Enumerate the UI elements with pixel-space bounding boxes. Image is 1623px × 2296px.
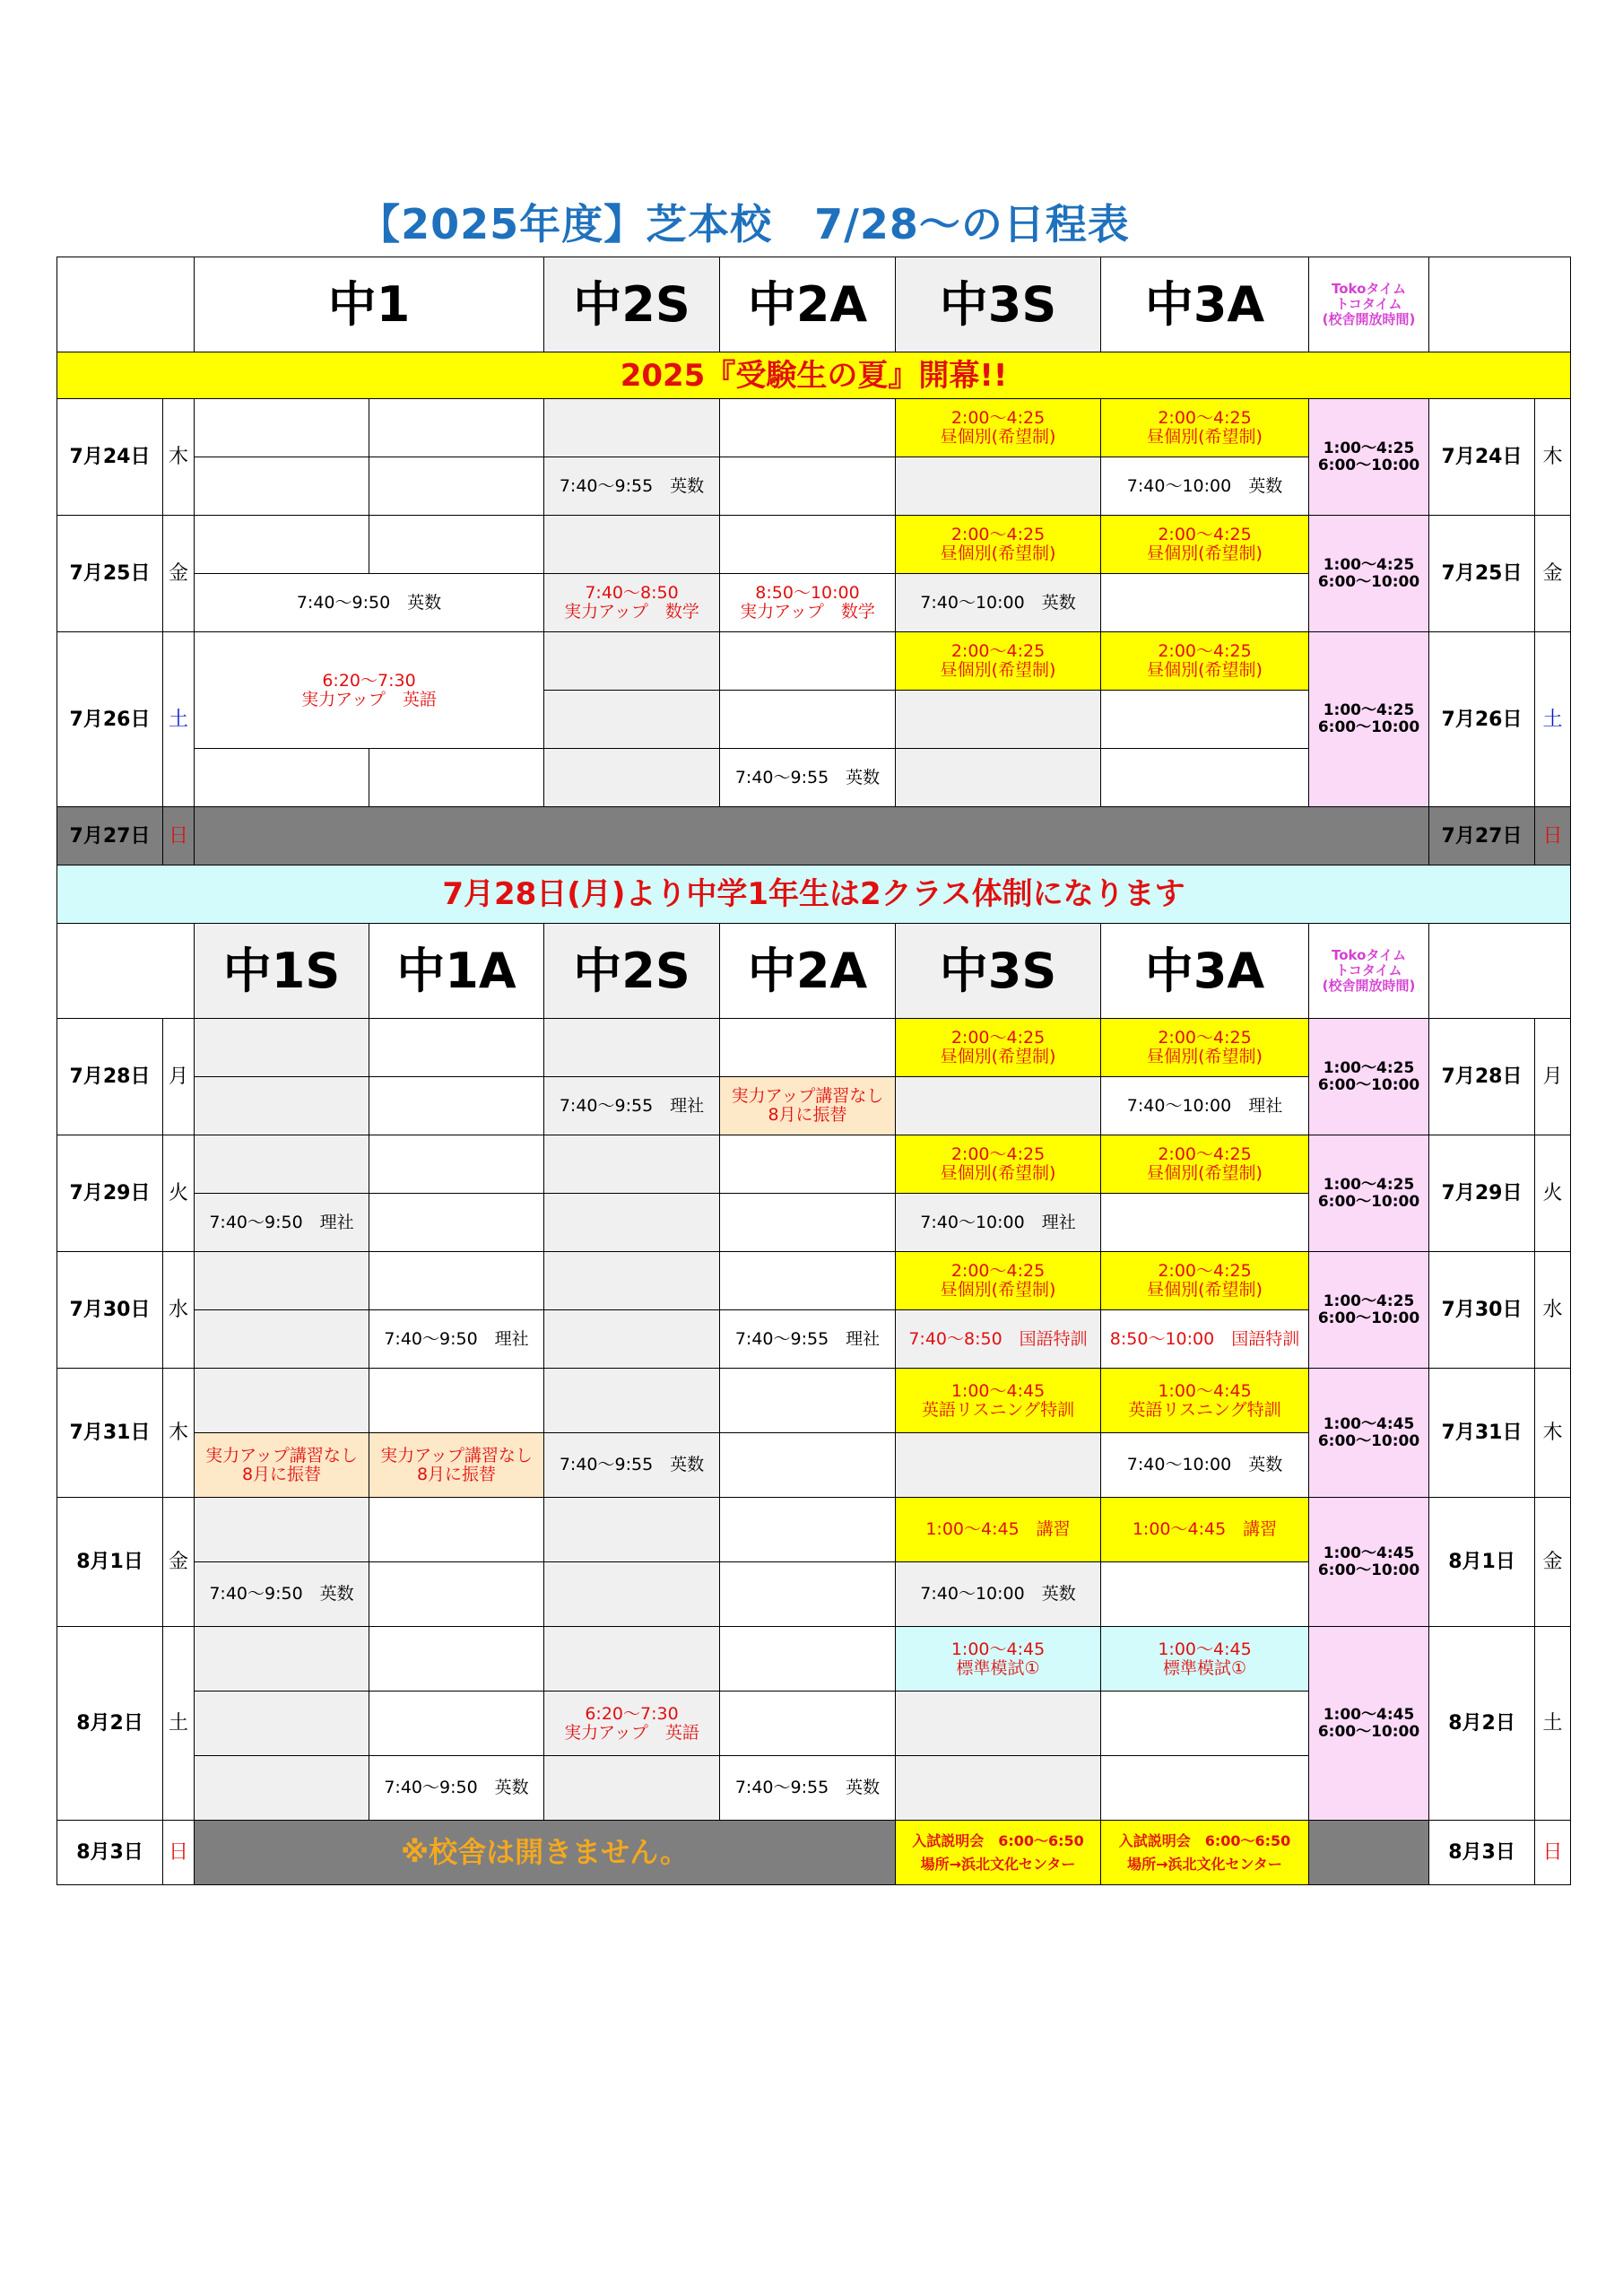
weekday-cell: 木 (163, 399, 195, 516)
header-chu1s: 中1S (195, 924, 369, 1019)
schedule-cell: 7:40～10:00 英数 (896, 1562, 1101, 1627)
schedule-cell: 7:40～10:00 理社 (896, 1194, 1101, 1252)
date-cell: 7月26日 (57, 632, 163, 807)
date-cell: 7月24日 (57, 399, 163, 516)
toko-cell: 1:00～4:25 6:00～10:00 (1309, 632, 1429, 807)
schedule-cell: 2:00～4:25 昼個別(希望制) (896, 1252, 1101, 1310)
schedule-cell: 7:40～10:00 理社 (1101, 1077, 1309, 1135)
date-cell: 7月25日 (1429, 516, 1535, 632)
table-row (57, 399, 1571, 457)
schedule-cell: 7:40～8:50 国語特訓 (896, 1310, 1101, 1369)
weekday-cell: 土 (163, 1627, 195, 1821)
schedule-cell: 7:40～9:55 英数 (544, 457, 720, 516)
header-chu3s: 中3S (896, 924, 1101, 1019)
weekday-cell: 月 (1535, 1019, 1571, 1135)
weekday-cell: 日 (163, 807, 195, 865)
schedule-cell: 7:40～9:50 理社 (369, 1310, 544, 1369)
header-blank (57, 257, 195, 352)
schedule-cell: 7:40～9:50 英数 (369, 1756, 544, 1821)
schedule-cell: 7:40～8:50 実力アップ 数学 (544, 574, 720, 632)
schedule-cell: 2:00～4:25 昼個別(希望制) (896, 1135, 1101, 1194)
weekday-cell: 木 (163, 1369, 195, 1498)
date-cell: 7月31日 (1429, 1369, 1535, 1498)
weekday-cell: 金 (1535, 1498, 1571, 1627)
schedule-cell: 2:00～4:25 昼個別(希望制) (1101, 1135, 1309, 1194)
schedule-cell: 2:00～4:25 昼個別(希望制) (1101, 632, 1309, 691)
schedule-cell: 7:40～10:00 英数 (1101, 1433, 1309, 1498)
schedule-cell: 7:40～10:00 英数 (1101, 457, 1309, 516)
schedule-cell: 1:00～4:45 講習 (896, 1498, 1101, 1562)
schedule-cell: 2:00～4:25 昼個別(希望制) (1101, 1252, 1309, 1310)
weekday-cell: 日 (1535, 807, 1571, 865)
schedule-cell: 2:00～4:25 昼個別(希望制) (1101, 399, 1309, 457)
date-cell: 8月3日 (57, 1821, 163, 1885)
banner-two-class: 7月28日(月)より中学1年生は2クラス体制になります (57, 865, 1571, 924)
schedule-cell: 1:00～4:45 標準模試① (1101, 1627, 1309, 1692)
header-chu3a: 中3A (1101, 924, 1309, 1019)
schedule-cell: 6:20～7:30 実力アップ 英語 (544, 1692, 720, 1756)
date-cell: 7月29日 (57, 1135, 163, 1252)
schedule-cell: 実力アップ講習なし 8月に振替 (720, 1077, 896, 1135)
weekday-cell: 水 (1535, 1252, 1571, 1369)
class-header-row (57, 257, 1571, 352)
date-cell: 7月24日 (1429, 399, 1535, 516)
weekday-cell: 土 (1535, 632, 1571, 807)
toko-cell: 1:00～4:25 6:00～10:00 (1309, 516, 1429, 632)
toko-cell: 1:00～4:45 6:00～10:00 (1309, 1369, 1429, 1498)
table-row (57, 807, 1571, 865)
weekday-cell: 木 (1535, 399, 1571, 516)
header-chu1: 中1 (195, 257, 544, 352)
table-row (57, 1135, 1571, 1194)
header-chu3s: 中3S (896, 257, 1101, 352)
weekday-cell: 火 (1535, 1135, 1571, 1252)
banner-summer: 2025『受験生の夏』開幕!! (57, 352, 1571, 399)
date-cell: 8月3日 (1429, 1821, 1535, 1885)
weekday-cell: 金 (163, 1498, 195, 1627)
schedule-cell: 実力アップ講習なし 8月に振替 (195, 1433, 369, 1498)
table-row (57, 1498, 1571, 1562)
weekday-cell: 土 (1535, 1627, 1571, 1821)
banner-row (57, 865, 1571, 924)
schedule-cell: 7:40～9:50 理社 (195, 1194, 369, 1252)
date-cell: 7月30日 (57, 1252, 163, 1369)
date-cell: 8月1日 (57, 1498, 163, 1627)
schedule-cell: 8:50～10:00 国語特訓 (1101, 1310, 1309, 1369)
weekday-cell: 土 (163, 632, 195, 807)
closed-day-cell (195, 807, 1429, 865)
date-cell: 7月29日 (1429, 1135, 1535, 1252)
schedule-cell: 2:00～4:25 昼個別(希望制) (896, 632, 1101, 691)
table-row (57, 1627, 1571, 1692)
date-cell: 7月31日 (57, 1369, 163, 1498)
schedule-cell: 1:00～4:45 英語リスニング特訓 (1101, 1369, 1309, 1433)
schedule-cell: 6:20～7:30 実力アップ 英語 (195, 632, 544, 749)
closed-notice: ※校舎は開きません。 (195, 1821, 896, 1885)
table-row (57, 1821, 1571, 1885)
header-toko: Tokoタイム トコタイム (校舎開放時間) (1309, 924, 1429, 1019)
header-chu1a: 中1A (369, 924, 544, 1019)
date-cell: 7月30日 (1429, 1252, 1535, 1369)
header-toko: Tokoタイム トコタイム (校舎開放時間) (1309, 257, 1429, 352)
table-row (57, 1369, 1571, 1433)
date-cell: 7月25日 (57, 516, 163, 632)
header-chu3a: 中3A (1101, 257, 1309, 352)
schedule-cell: 7:40～9:50 英数 (195, 1562, 369, 1627)
weekday-cell: 金 (1535, 516, 1571, 632)
toko-cell: 1:00～4:45 6:00～10:00 (1309, 1498, 1429, 1627)
date-cell: 8月1日 (1429, 1498, 1535, 1627)
date-cell: 7月27日 (57, 807, 163, 865)
toko-cell: 1:00～4:25 6:00～10:00 (1309, 1252, 1429, 1369)
weekday-cell: 水 (163, 1252, 195, 1369)
schedule-cell: 2:00～4:25 昼個別(希望制) (896, 1019, 1101, 1077)
date-cell: 7月27日 (1429, 807, 1535, 865)
header-chu2s: 中2S (544, 257, 720, 352)
table-row (57, 632, 1571, 691)
schedule-cell: 実力アップ講習なし 8月に振替 (369, 1433, 544, 1498)
schedule-cell: 7:40～9:55 理社 (720, 1310, 896, 1369)
weekday-cell: 日 (1535, 1821, 1571, 1885)
toko-cell: 1:00～4:25 6:00～10:00 (1309, 1135, 1429, 1252)
weekday-cell: 金 (163, 516, 195, 632)
table-row (57, 1019, 1571, 1077)
schedule-cell: 7:40～9:50 英数 (195, 574, 544, 632)
schedule-cell: 2:00～4:25 昼個別(希望制) (896, 399, 1101, 457)
table-row (57, 1252, 1571, 1310)
schedule-cell: 7:40～9:55 英数 (720, 1756, 896, 1821)
briefing-cell: 入試説明会 6:00～6:50 場所→浜北文化センター (896, 1821, 1101, 1885)
schedule-cell: 2:00～4:25 昼個別(希望制) (1101, 516, 1309, 574)
weekday-cell: 日 (163, 1821, 195, 1885)
briefing-cell: 入試説明会 6:00～6:50 場所→浜北文化センター (1101, 1821, 1309, 1885)
toko-cell: 1:00～4:45 6:00～10:00 (1309, 1627, 1429, 1821)
schedule-cell: 7:40～10:00 英数 (896, 574, 1101, 632)
schedule-cell: 7:40～9:55 英数 (544, 1433, 720, 1498)
date-cell: 7月28日 (1429, 1019, 1535, 1135)
schedule-cell: 2:00～4:25 昼個別(希望制) (1101, 1019, 1309, 1077)
weekday-cell: 月 (163, 1019, 195, 1135)
header-chu2s: 中2S (544, 924, 720, 1019)
header-chu2a: 中2A (720, 257, 896, 352)
header-blank-right (1429, 257, 1571, 352)
class-header-row (57, 924, 1571, 1019)
toko-cell: 1:00～4:25 6:00～10:00 (1309, 1019, 1429, 1135)
header-chu2a: 中2A (720, 924, 896, 1019)
table-row (57, 516, 1571, 574)
weekday-cell: 火 (163, 1135, 195, 1252)
schedule-table (56, 257, 1571, 1885)
schedule-cell: 7:40～9:55 英数 (720, 749, 896, 807)
page-title: 【2025年度】芝本校 7/28～の日程表 (359, 200, 1130, 248)
schedule-cell: 2:00～4:25 昼個別(希望制) (896, 516, 1101, 574)
banner-row (57, 352, 1571, 399)
date-cell: 8月2日 (57, 1627, 163, 1821)
schedule-cell: 7:40～9:55 理社 (544, 1077, 720, 1135)
date-cell: 8月2日 (1429, 1627, 1535, 1821)
date-cell: 7月28日 (57, 1019, 163, 1135)
schedule-cell: 8:50～10:00 実力アップ 数学 (720, 574, 896, 632)
toko-cell: 1:00～4:25 6:00～10:00 (1309, 399, 1429, 516)
schedule-cell: 1:00～4:45 英語リスニング特訓 (896, 1369, 1101, 1433)
weekday-cell: 木 (1535, 1369, 1571, 1498)
schedule-cell: 1:00～4:45 講習 (1101, 1498, 1309, 1562)
date-cell: 7月26日 (1429, 632, 1535, 807)
schedule-cell: 1:00～4:45 標準模試① (896, 1627, 1101, 1692)
